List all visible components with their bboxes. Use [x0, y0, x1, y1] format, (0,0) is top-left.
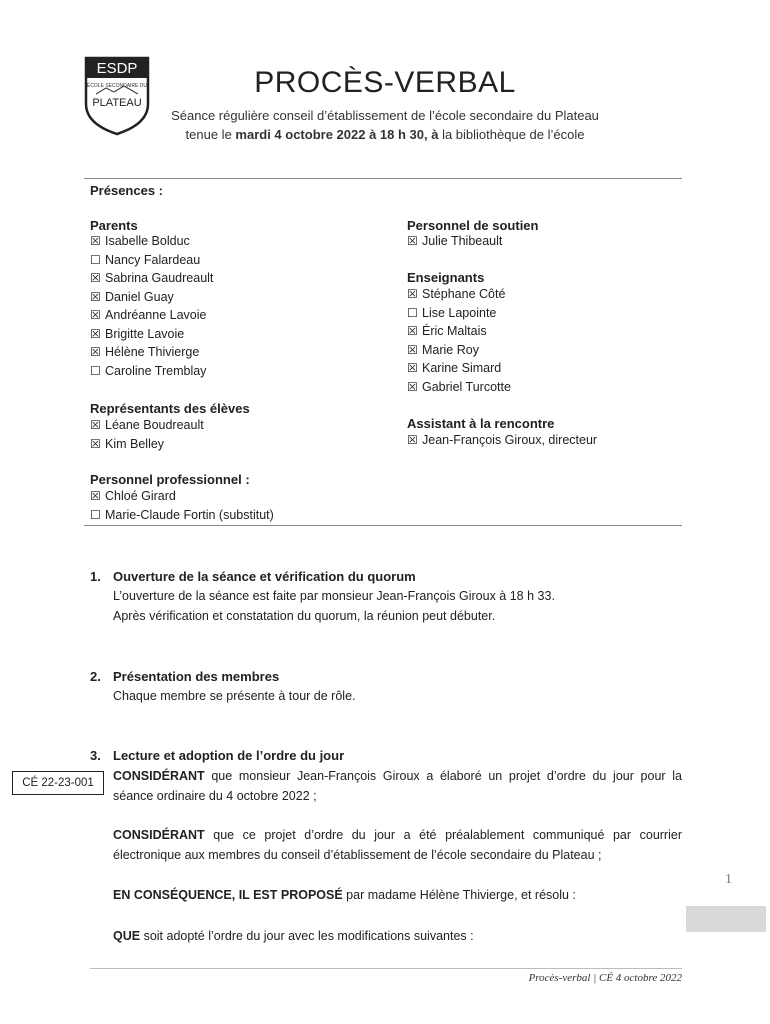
list-item: ☒ Sabrina Gaudreault — [90, 271, 214, 285]
eleves-list — [90, 418, 204, 456]
divider-bottom — [84, 525, 682, 526]
section-3-title: Lecture et adoption de l’ordre du jour — [113, 748, 345, 763]
list-item: ☐ Lise Lapointe — [407, 305, 497, 320]
enseignants-title: Enseignants — [407, 270, 485, 285]
section-2-number: 2. — [90, 669, 101, 684]
section-1-line1: L’ouverture de la séance est faite par monsieur Jean-François Giroux à 18 h 33. — [113, 589, 555, 603]
list-item: ☒ Jean-François Giroux, directeur — [407, 433, 598, 447]
logo-name: PLATEAU — [92, 97, 142, 109]
list-item: ☒ Marie Roy — [407, 342, 479, 357]
presences-label: Présences : — [90, 183, 163, 198]
page-number: 1 — [725, 872, 732, 887]
divider-top — [84, 178, 682, 179]
list-item: ☒ Gabriel Turcotte — [407, 379, 511, 394]
logo-small: ÉCOLE SECONDAIRE DU — [86, 83, 148, 89]
soutien-list — [407, 234, 502, 253]
page-tab-marker — [686, 906, 766, 932]
resolution-que: QUE soit adopté l’ordre du jour avec les modifications suivantes : — [113, 929, 474, 943]
page-title: PROCÈS-VERBAL — [254, 66, 516, 99]
soutien-title: Personnel de soutien — [407, 218, 539, 233]
parents-list — [90, 234, 213, 382]
proposition: EN CONSÉQUENCE, IL EST PROPOSÉ par madame Hélène Thivierge, et résolu : — [113, 888, 576, 902]
list-item: ☒ Éric Maltais — [407, 324, 487, 338]
section-1-number: 1. — [90, 569, 101, 584]
list-item: ☒ Brigitte Lavoie — [90, 326, 185, 341]
logo-abbr: ESDP — [96, 60, 138, 77]
subtitle-line2: tenue le mardi 4 octobre 2022 à 18 h 30, à la bibliothèque de l’école — [185, 127, 585, 142]
considerant-1: CONSIDÉRANT que monsieur Jean-François Giroux a élaboré un projet d’ordre du jour pour la séance ordinaire du 4 octobre 2022 ; — [113, 769, 682, 803]
list-item: ☒ Isabelle Bolduc — [90, 234, 190, 248]
list-item: ☒ Kim Belley — [90, 437, 165, 451]
list-item: ☐ Caroline Tremblay — [90, 363, 207, 378]
professionnel-title: Personnel professionnel : — [90, 472, 250, 487]
list-item: ☒ Léane Boudreault — [90, 418, 204, 432]
list-item: ☒ Daniel Guay — [90, 289, 174, 304]
eleves-title: Représentants des élèves — [90, 401, 250, 416]
footer-divider — [90, 968, 682, 969]
list-item: ☐ Nancy Falardeau — [90, 252, 201, 267]
list-item: ☒ Karine Simard — [407, 361, 502, 375]
list-item: ☒ Stéphane Côté — [407, 287, 506, 301]
section-1-title: Ouverture de la séance et vérification du quorum — [113, 569, 416, 584]
list-item: ☒ Julie Thibeault — [407, 234, 503, 248]
list-item: ☒ Hélène Thivierge — [90, 345, 200, 359]
list-item: ☒ Chloé Girard — [90, 489, 176, 503]
subtitle-line1: Séance régulière conseil d’établissement de l’école secondaire du Plateau — [171, 108, 599, 123]
professionnel-list — [90, 489, 274, 527]
considerant-2: CONSIDÉRANT que ce projet d’ordre du jour a été préalablement communiqué par courrier électronique aux membres du conseil d’établissement de l’école secondaire du Plateau ; — [113, 828, 682, 862]
assistant-title: Assistant à la rencontre — [407, 416, 555, 431]
section-3-number: 3. — [90, 748, 101, 763]
assistant-list — [407, 433, 597, 452]
footer-text: Procès-verbal | CÉ 4 octobre 2022 — [528, 972, 682, 984]
resolution-number-box: CÉ 22-23-001 — [12, 771, 104, 795]
list-item: ☒ Andréanne Lavoie — [90, 308, 207, 322]
section-2-title: Présentation des membres — [113, 669, 280, 684]
list-item: ☐ Marie-Claude Fortin (substitut) — [90, 508, 274, 522]
parents-title: Parents — [90, 218, 138, 233]
section-1-line2: Après vérification et constatation du quorum, la réunion peut débuter. — [113, 609, 496, 623]
section-2-line1: Chaque membre se présente à tour de rôle. — [113, 689, 356, 703]
enseignants-list — [407, 287, 511, 398]
